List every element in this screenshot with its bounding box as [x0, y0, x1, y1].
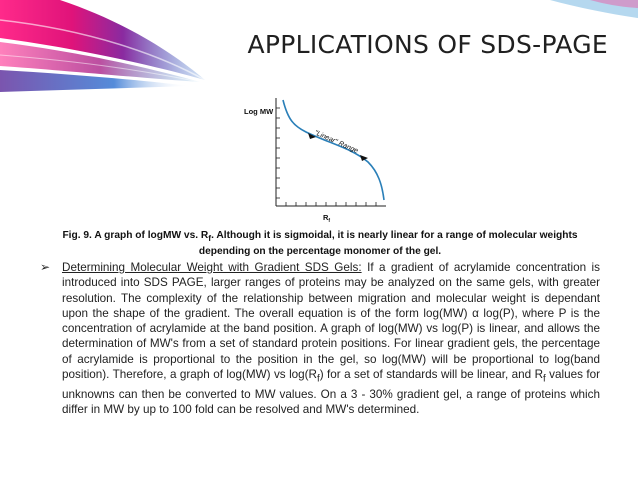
x-axis-label: $R_f$ [323, 213, 331, 224]
logmw-vs-rf-graph [236, 86, 406, 226]
bullet-heading: Determining Molecular Weight with Gradient SDS Gels: [62, 261, 362, 274]
slide-title: APPLICATIONS OF SDS-PAGE [247, 30, 608, 59]
figure-caption: Fig. 9. A graph of logMW vs. $R_f$. Although it is sigmoidal, it is nearly linear for a range of molecular weights depending on the percentage monomer of the gel. [62, 230, 578, 258]
linear-range-label: "Linear" Range [313, 129, 359, 155]
y-ticks [276, 108, 280, 198]
bullet-paragraph: ➢ Determining Molecular Weight with Gradient SDS Gels: If a gradient of acrylamide concentration is introduced into SDS PAGE, larger ranges of proteins may be analyzed on the same gels, with greater resolution. The complexity of the relationship between migration and molecular weight is dependant upon the shape of the gradient. The overall equation is of the form log(MW) α log(P), where P is the concentration of acrylamide at the band position. A graph of log(MW) vs log(P) is linear, and allows the determination of MW's from a set of standard protein positions. For linear gradient gels, the percentage of acrylamide is proportional to the position in the gel, so log(MW) will be proportional to log(band position). Therefore, a graph of log(MW) vs $\log(R_f)$ for a set of standards will be linear, and $R_f$ values for unknowns can then be converted to MW values. On a 3 - 30% gradient gel, a range of proteins which differ in MW by up to 100 fold can be resolved and MW's determined. [40, 260, 601, 416]
bullet-arrow-icon: ➢ [40, 260, 51, 274]
x-ticks [286, 202, 376, 206]
y-axis-label: Log MW [244, 107, 274, 116]
sigmoid-curve [283, 100, 384, 200]
